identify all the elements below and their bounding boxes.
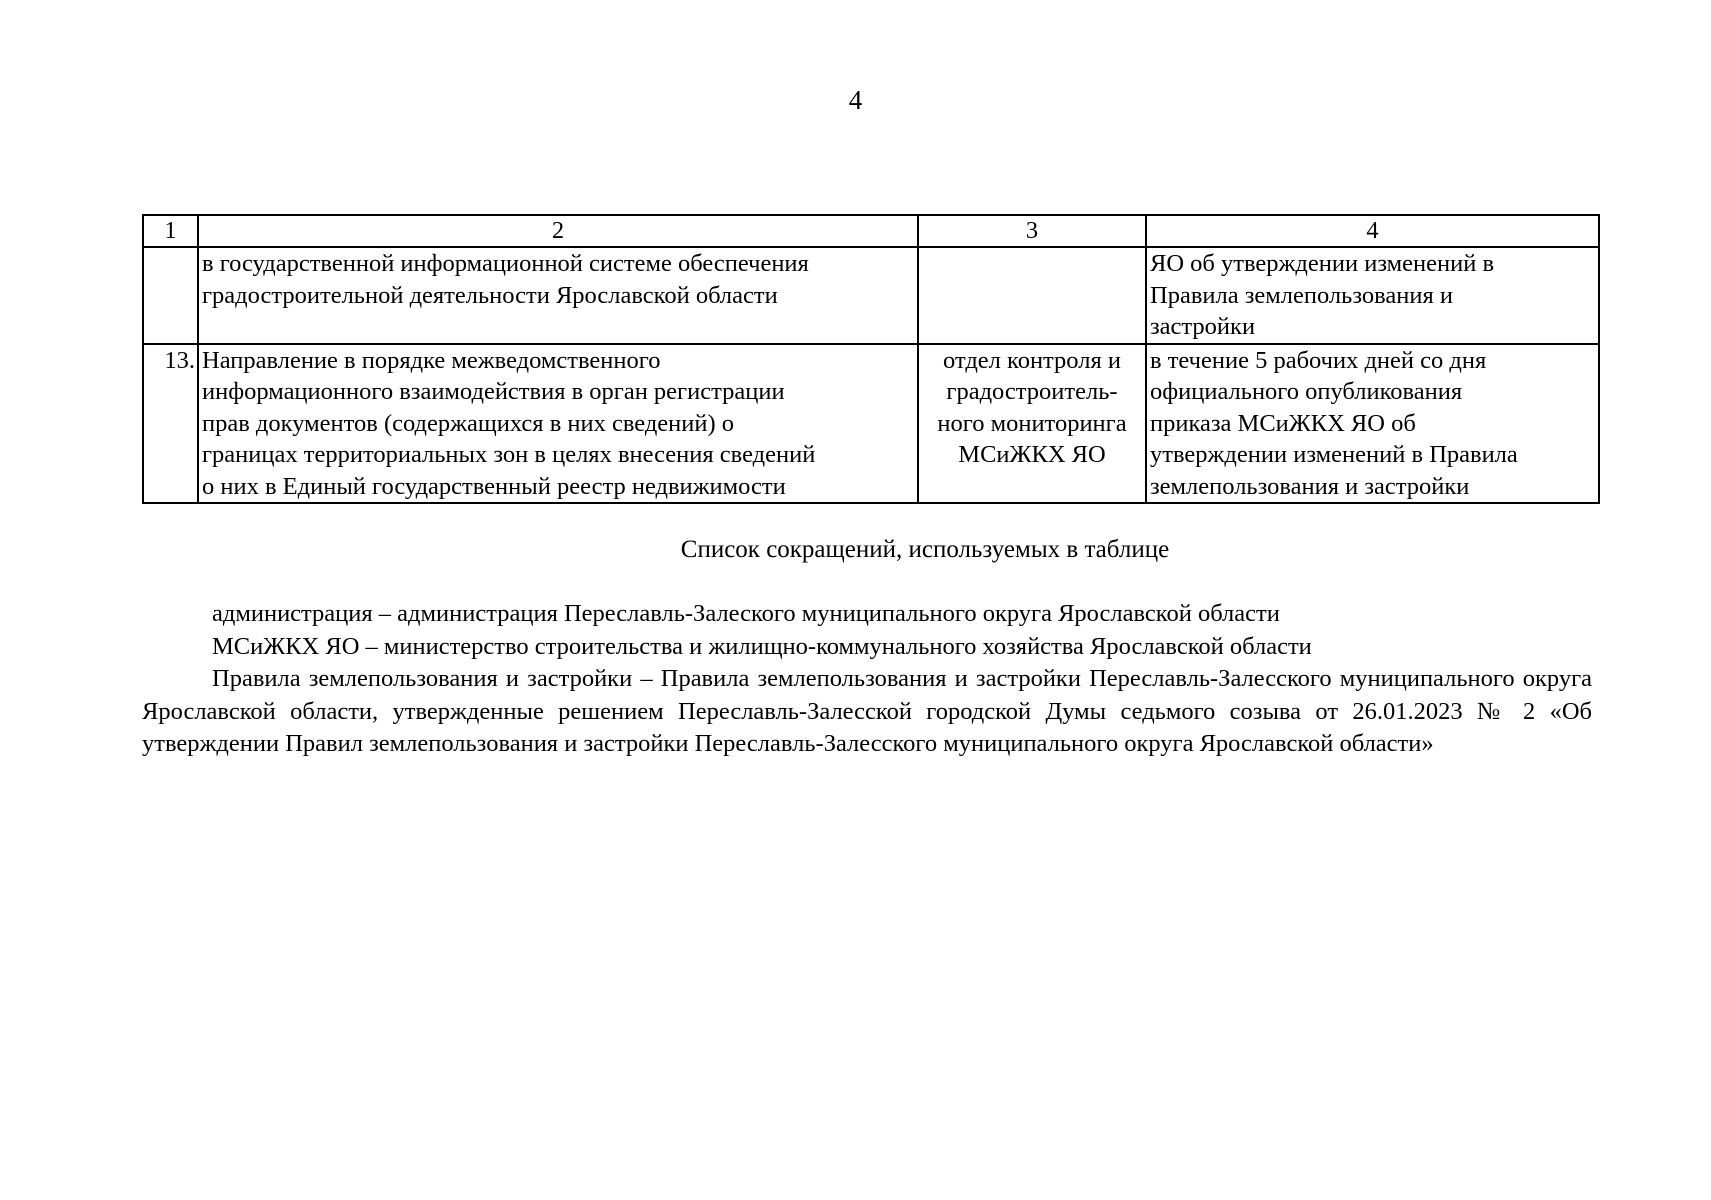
abbreviations-list <box>142 598 1592 761</box>
table-row <box>143 247 1599 344</box>
action-cell: в государственной информационной системе обеспечения градостроительной деятельности Ярославской области <box>198 247 918 344</box>
column-header-4: 4 <box>1146 215 1599 247</box>
abbreviation-item: администрация – администрация Переславль-Залеского муниципального округа Ярославской области <box>212 600 1280 627</box>
abbreviation-item: МСиЖКХ ЯО – министерство строительства и жилищно-коммунального хозяйства Ярославской области <box>212 632 1312 660</box>
column-header-2: 2 <box>198 215 918 247</box>
responsible-cell: отдел контроля и градостроитель- ного мониторинга МСиЖКХ ЯО <box>918 344 1146 504</box>
column-header-1: 1 <box>143 215 198 247</box>
deadline-cell: ЯО об утверждении изменений в Правила землепользования и застройки <box>1146 247 1599 344</box>
measures-table <box>142 214 1600 504</box>
responsible-cell <box>918 247 1146 344</box>
deadline-cell: в течение 5 рабочих дней со дня официального опубликования приказа МСиЖКХ ЯО об утверждении изменений в Правила землепользования и застройки <box>1146 344 1599 504</box>
row-number-cell <box>143 247 198 344</box>
abbreviations-title: Список сокращений, используемых в таблице <box>680 536 1170 563</box>
table-header-row <box>143 215 1599 247</box>
abbreviation-item: Правила землепользования и застройки – Правила землепользования и застройки Переславль-Залесского муниципального округа Ярославской области, утвержденные решением Переславль-Залесской городской Думы седьмого созыва от 26.01.2023 № 2 «Об утверждении Правил землепользования и застройки Переславль-Залесского муниципального округа Ярославской области» <box>142 665 1592 757</box>
action-cell: Направление в порядке межведомственного информационного взаимодействия в орган регистрации прав документов (содержащихся в них сведений) о границах территориальных зон в целях внесения сведений о них в Единый государственный реестр недвижимости <box>198 344 918 504</box>
table-row <box>143 344 1599 504</box>
row-number-cell: 13. <box>143 344 198 504</box>
page-number: 4 <box>848 85 863 115</box>
column-header-3: 3 <box>918 215 1146 247</box>
